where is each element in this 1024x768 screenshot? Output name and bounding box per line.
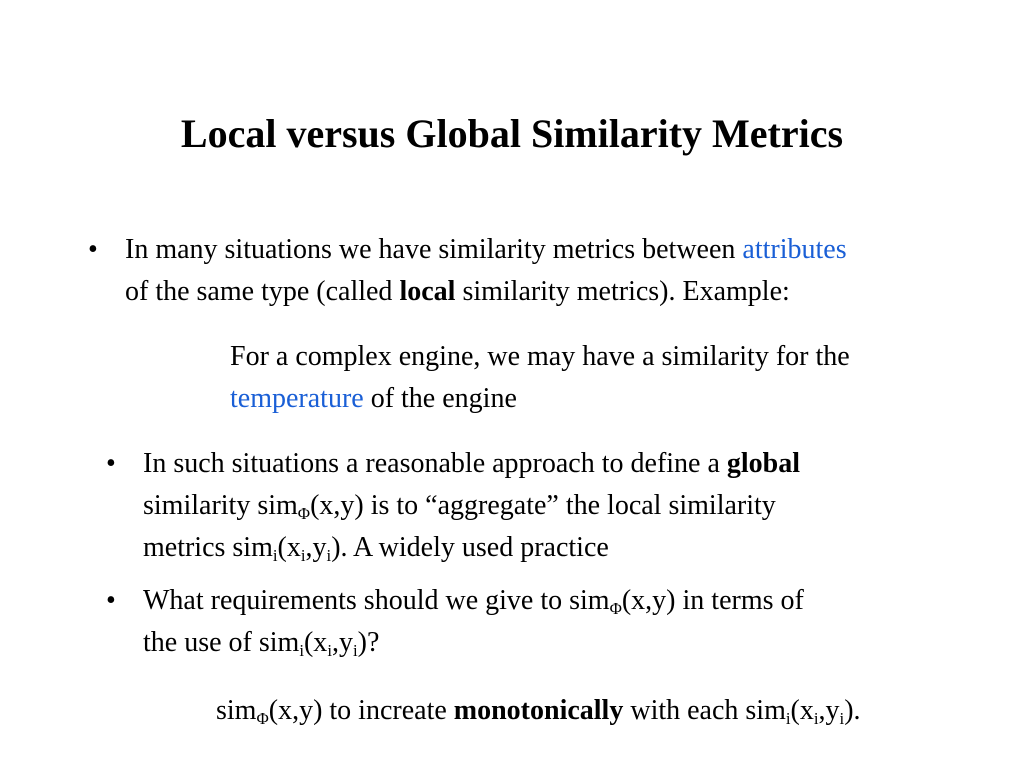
- local-term: local: [399, 276, 456, 307]
- text-run: ,y: [305, 532, 327, 563]
- example-paragraph: [230, 336, 1010, 420]
- requirement-statement: [216, 690, 1016, 732]
- text-run: of the engine: [363, 383, 517, 414]
- text-run: (x: [303, 627, 328, 658]
- text-run: sim: [216, 695, 257, 726]
- text-run: (x: [277, 532, 301, 563]
- subscript: i: [326, 546, 332, 566]
- bullet-local-metrics: [88, 229, 1015, 313]
- text-run: (x,y) in terms of: [621, 585, 804, 616]
- bullet-dot: •: [106, 585, 116, 616]
- subscript: i: [300, 546, 306, 566]
- text-run: In many situations we have similarity metrics between: [125, 234, 743, 265]
- subscript: i: [785, 709, 791, 729]
- monotonically-term: monotonically: [453, 695, 624, 726]
- text-run: For a complex engine, we may have a similarity for the: [230, 341, 850, 372]
- text-run: the use of sim: [143, 627, 300, 658]
- subscript: Φ: [256, 709, 269, 729]
- subscript: i: [272, 546, 278, 566]
- text-run: similarity sim: [143, 490, 298, 521]
- subscript: i: [327, 641, 332, 661]
- bullet-text: [143, 443, 993, 569]
- temperature-term: temperature: [230, 383, 364, 414]
- text-run: metrics sim: [143, 532, 273, 563]
- subscript: Φ: [297, 504, 311, 524]
- global-term: global: [726, 448, 801, 479]
- subscript: i: [839, 709, 845, 729]
- text-run: ,y: [331, 627, 353, 658]
- bullet-global-similarity: [106, 443, 993, 569]
- subscript: i: [813, 709, 819, 729]
- subscript: i: [299, 641, 304, 661]
- attributes-term: attributes: [742, 234, 847, 265]
- subscript: i: [352, 641, 358, 661]
- text-run: ). A widely used practice: [331, 532, 609, 563]
- text-run: ,y: [818, 695, 840, 726]
- text-run: ).: [844, 695, 861, 726]
- text-run: (x,y) is to “aggregate” the local similarity: [310, 490, 776, 521]
- text-run: (x: [790, 695, 814, 726]
- text-run: (x,y) to increate: [268, 695, 454, 726]
- bullet-requirements-question: [106, 580, 993, 664]
- bullet-dot: •: [88, 234, 98, 265]
- text-run: What requirements should we give to sim: [143, 585, 610, 616]
- bullet-text: [125, 229, 1015, 313]
- bullet-text: [143, 580, 993, 664]
- text-run: of the same type (called: [125, 276, 400, 307]
- text-run: similarity metrics). Example:: [455, 276, 790, 307]
- subscript: Φ: [609, 599, 622, 619]
- text-run: )?: [357, 627, 380, 658]
- bullet-dot: •: [106, 448, 116, 479]
- text-run: In such situations a reasonable approach to define a: [143, 448, 727, 479]
- text-run: with each sim: [623, 695, 786, 726]
- slide-title: Local versus Global Similarity Metrics: [180, 111, 844, 156]
